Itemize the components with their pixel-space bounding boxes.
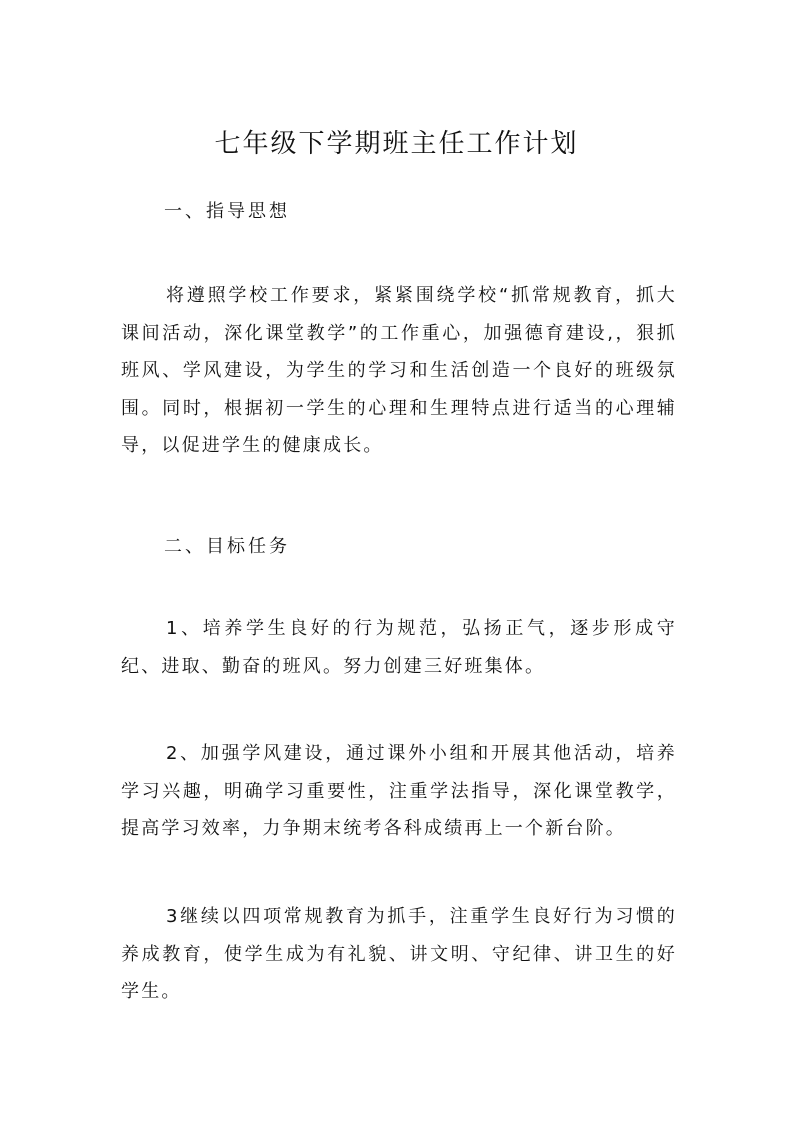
section-heading-goals-tasks: 二、目标任务 xyxy=(164,536,290,557)
paragraph-goal-item-1: 1、培养学生良好的行为规范，弘扬正气，逐步形成守纪、进取、勤奋的班风。努力创建三好班集体。 xyxy=(121,618,677,677)
document-title: 七年级下学期班主任工作计划 xyxy=(214,129,579,159)
section-heading-guiding-ideology: 一、指导思想 xyxy=(164,201,290,222)
paragraph-goal-item-2: 2、加强学风建设，通过课外小组和开展其他活动，培养学习兴趣，明确学习重要性，注重学法指导，深化课堂教学，提高学习效率，力争期末统考各科成绩再上一个新台阶。 xyxy=(121,743,677,839)
paragraph-guiding-ideology: 将遵照学校工作要求，紧紧围绕学校“抓常规教育，抓大课间活动，深化课堂教学”的工作重心，加强德育建设,，狠抓班风、学风建设，为学生的学习和生活创造一个良好的班级氛围。同时，根据初一学生的心理和生理特点进行适当的心理辅导，以促进学生的健康成长。 xyxy=(121,285,677,456)
paragraph-goal-item-3: 3继续以四项常规教育为抓手，注重学生良好行为习惯的养成教育，使学生成为有礼貌、讲文明、守纪律、讲卫生的好学生。 xyxy=(121,906,677,1002)
